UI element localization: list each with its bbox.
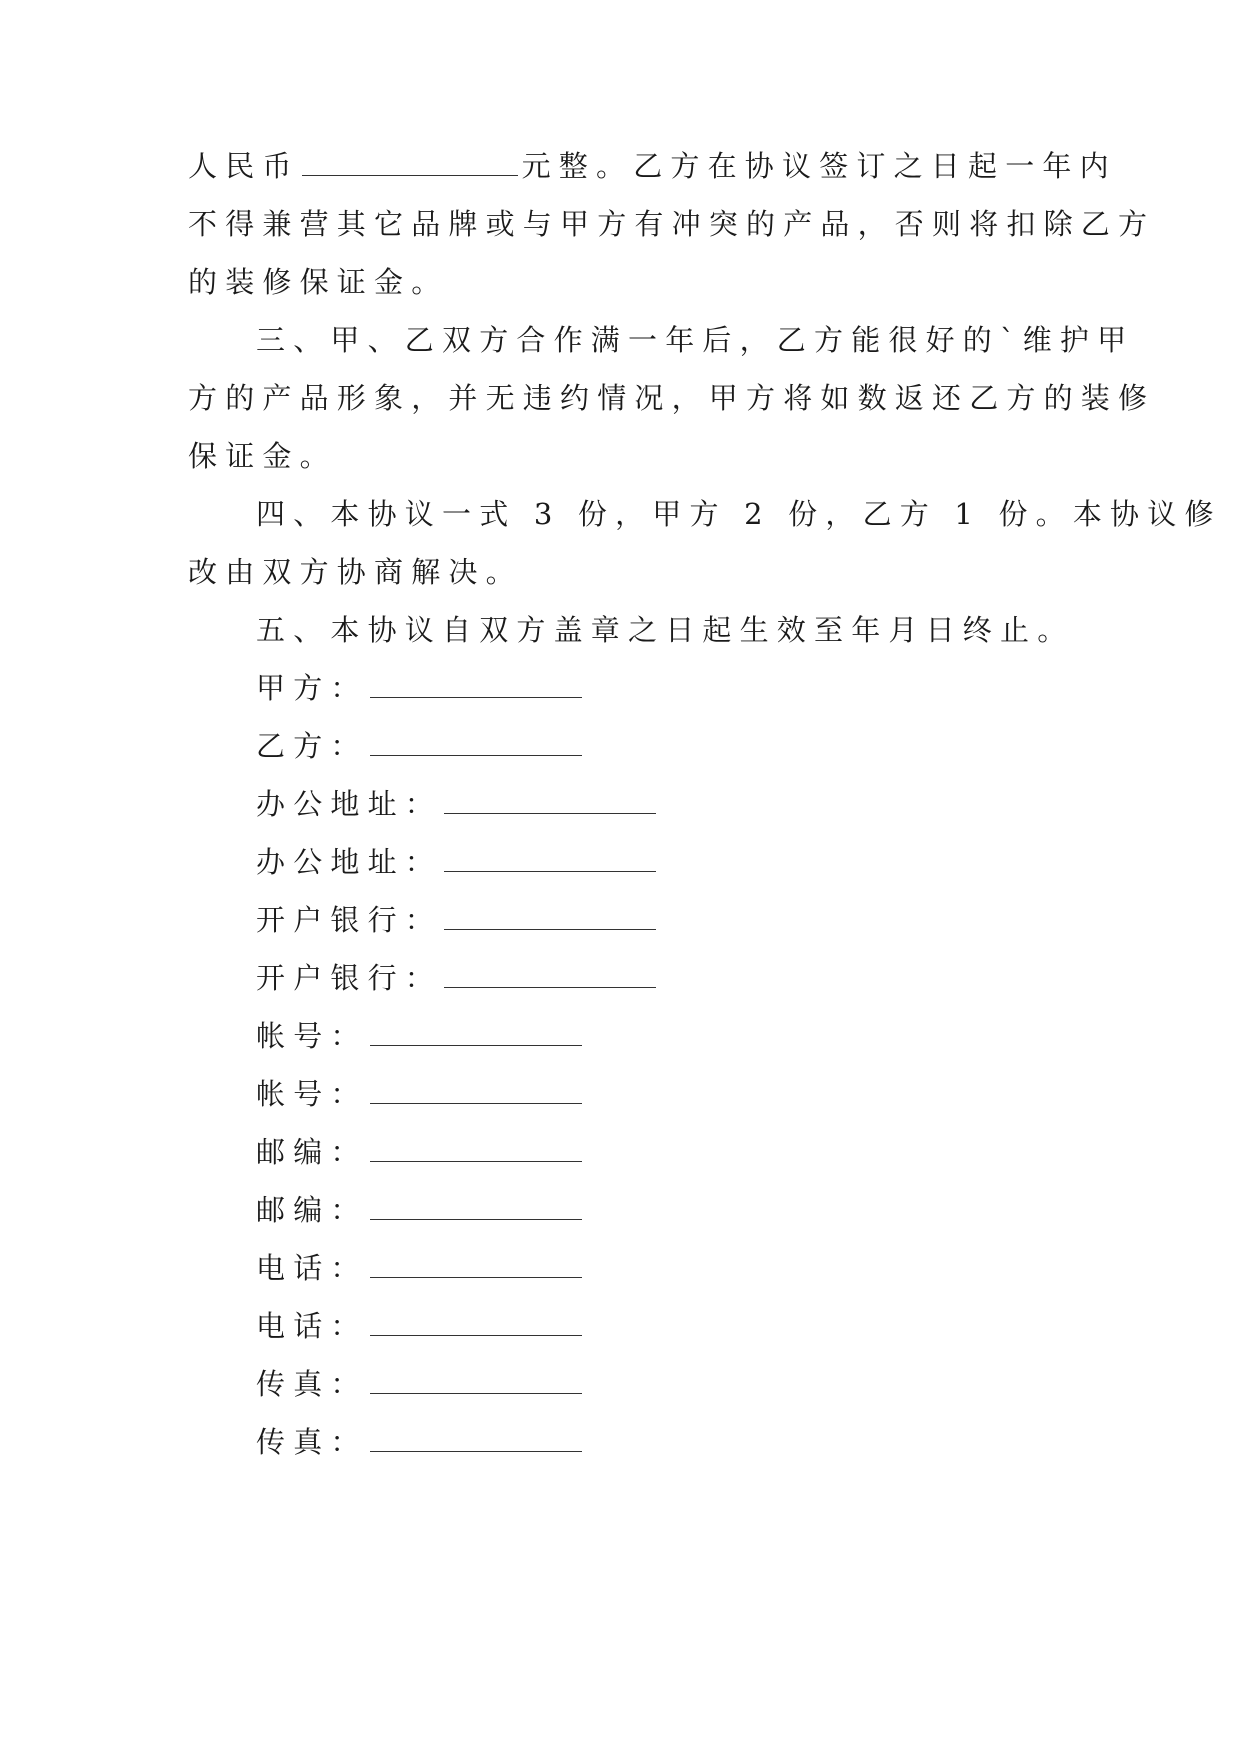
field-label: 电话： [256,1251,368,1285]
field-party-b [188,717,1052,775]
paragraph-1-line-3: 的装修保证金。 [188,265,449,299]
paragraph-3-line-2: 方的产品形象，并无违约情况，甲方将如数返还乙方的装修 [188,381,1156,415]
field-blank [370,1313,582,1336]
field-blank [370,675,582,698]
field-label: 乙方： [256,729,368,763]
field-postcode-a [188,1123,1052,1181]
field-label: 电话： [256,1309,368,1343]
field-blank [370,733,582,756]
field-label: 开户银行： [256,903,443,937]
signature-fields [188,659,1052,1471]
field-account-b [188,1065,1052,1123]
field-phone-b [188,1297,1052,1355]
field-phone-a [188,1239,1052,1297]
field-blank [370,1197,582,1220]
paragraph-5-line-1: 五、本协议自双方盖章之日起生效至年月日终止。 [256,613,1075,647]
currency-label: 人民币 [188,149,300,183]
field-label: 邮编： [256,1135,368,1169]
field-label: 办公地址： [256,845,443,879]
field-blank [370,1081,582,1104]
field-blank [444,965,656,988]
field-blank [370,1429,582,1452]
paragraph-4-line-2: 改由双方协商解决。 [188,555,523,589]
document-body [188,137,1222,1471]
field-postcode-b [188,1181,1052,1239]
field-office-address-b [188,833,1052,891]
field-label: 邮编： [256,1193,368,1227]
field-blank [444,791,656,814]
field-account-a [188,1007,1052,1065]
amount-blank [302,153,518,176]
paragraph-3-line-3: 保证金。 [188,439,337,473]
field-label: 传真： [256,1367,368,1401]
field-blank [444,849,656,872]
field-office-address-a [188,775,1052,833]
paragraph-3-line-1: 三、甲、乙双方合作满一年后，乙方能很好的`维护甲 [256,323,1135,357]
field-blank [370,1139,582,1162]
paragraph-1-line-1 [188,137,1117,195]
field-label: 办公地址： [256,787,443,821]
field-bank-b [188,949,1052,1007]
field-blank [370,1023,582,1046]
paragraph-4-line-1: 四、本协议一式 3 份，甲方 2 份，乙方 1 份。本协议修 [256,497,1222,531]
field-bank-a [188,891,1052,949]
paragraph-1-line-2: 不得兼营其它品牌或与甲方有冲突的产品，否则将扣除乙方 [188,207,1156,241]
field-blank [370,1371,582,1394]
field-fax-a [188,1355,1052,1413]
field-label: 甲方： [256,671,368,705]
field-label: 帐号： [256,1077,368,1111]
field-label: 开户银行： [256,961,443,995]
paragraph-1-line-1-text: 元整。乙方在协议签订之日起一年内 [521,149,1117,183]
field-party-a [188,659,1052,717]
field-blank [444,907,656,930]
field-label: 传真： [256,1425,368,1459]
field-label: 帐号： [256,1019,368,1053]
field-fax-b [188,1413,1052,1471]
field-blank [370,1255,582,1278]
